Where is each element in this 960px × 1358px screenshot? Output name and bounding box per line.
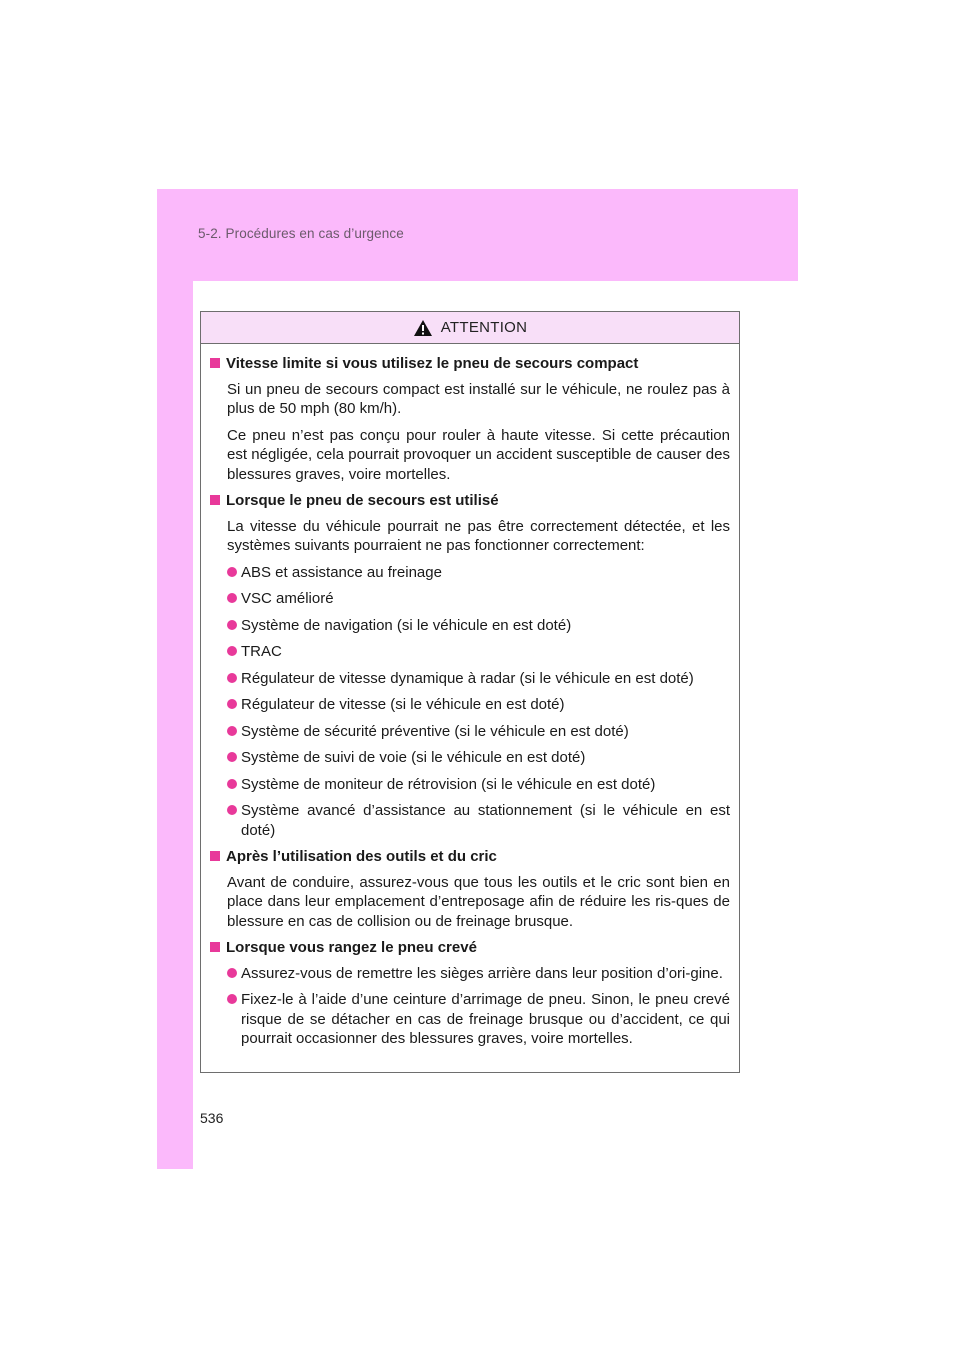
warning-section <box>210 354 730 484</box>
list-item: Régulateur de vitesse dynamique à radar (si le véhicule en est doté) <box>227 669 730 689</box>
dot-bullet-icon <box>227 646 237 656</box>
list-item: Assurez-vous de remettre les sièges arrière dans leur position d’ori-gine. <box>227 964 730 984</box>
list-item: Système avancé d’assistance au stationnement (si le véhicule en est doté) <box>227 801 730 840</box>
warning-triangle-icon <box>413 319 433 337</box>
paragraph: Avant de conduire, assurez-vous que tous les outils et le cric sont bien en place dans leur emplacement d’entreposage afin de réduire les ris-ques de blessure en cas de collision ou de freinage brusque. <box>227 873 730 930</box>
dot-bullet-icon <box>227 593 237 603</box>
dot-bullet-icon <box>227 673 237 683</box>
list-item: Système de sécurité préventive (si le véhicule en est doté) <box>227 722 730 742</box>
dot-bullet-icon <box>227 994 237 1004</box>
square-bullet-icon <box>210 942 220 952</box>
section-heading: Lorsque vous rangez le pneu crevé <box>210 938 730 958</box>
dot-bullet-icon <box>227 726 237 736</box>
list-item: ABS et assistance au freinage <box>227 563 730 583</box>
dot-bullet-icon <box>227 699 237 709</box>
list-item: Fixez-le à l’aide d’une ceinture d’arrimage de pneu. Sinon, le pneu crevé risque de se détacher en cas de freinage brusque ou d’accident, ce qui pourrait occasionner des blessures graves, voire mortelles. <box>227 990 730 1049</box>
square-bullet-icon <box>210 358 220 368</box>
paragraph: Ce pneu n’est pas conçu pour rouler à haute vitesse. Si cette précaution est négligée, cela pourrait provoquer un accident susceptible de causer des blessures graves, voire mortelles. <box>227 426 730 483</box>
dot-bullet-icon <box>227 620 237 630</box>
warning-box <box>200 311 740 1073</box>
warning-title: ATTENTION <box>440 319 528 336</box>
warning-section <box>210 938 730 1049</box>
list-item: Régulateur de vitesse (si le véhicule en est doté) <box>227 695 730 715</box>
list-item: VSC amélioré <box>227 589 730 609</box>
list-item: Système de moniteur de rétrovision (si le véhicule en est doté) <box>227 775 730 795</box>
section-title: 5-2. Procédures en cas d’urgence <box>198 226 404 241</box>
list-item: Système de suivi de voie (si le véhicule en est doté) <box>227 748 730 768</box>
dot-bullet-icon <box>227 752 237 762</box>
warning-section <box>210 847 730 931</box>
paragraph: Si un pneu de secours compact est installé sur le véhicule, ne roulez pas à plus de 50 mph (80 km/h). <box>227 380 730 417</box>
list-item: Système de navigation (si le véhicule en est doté) <box>227 616 730 636</box>
square-bullet-icon <box>210 851 220 861</box>
dot-bullet-icon <box>227 968 237 978</box>
warning-section <box>210 491 730 840</box>
section-heading: Lorsque le pneu de secours est utilisé <box>210 491 730 511</box>
dot-bullet-icon <box>227 779 237 789</box>
warning-header <box>201 312 739 344</box>
section-heading: Vitesse limite si vous utilisez le pneu de secours compact <box>210 354 730 374</box>
paragraph: La vitesse du véhicule pourrait ne pas être correctement détectée, et les systèmes suivants pourraient ne pas fonctionner correctement: <box>227 517 730 554</box>
dot-bullet-icon <box>227 805 237 815</box>
chapter-side-tab <box>157 281 193 1169</box>
warning-body <box>201 344 739 1049</box>
section-heading: Après l’utilisation des outils et du cric <box>210 847 730 867</box>
square-bullet-icon <box>210 495 220 505</box>
list-item: TRAC <box>227 642 730 662</box>
dot-bullet-icon <box>227 567 237 577</box>
page-number: 536 <box>200 1110 224 1126</box>
